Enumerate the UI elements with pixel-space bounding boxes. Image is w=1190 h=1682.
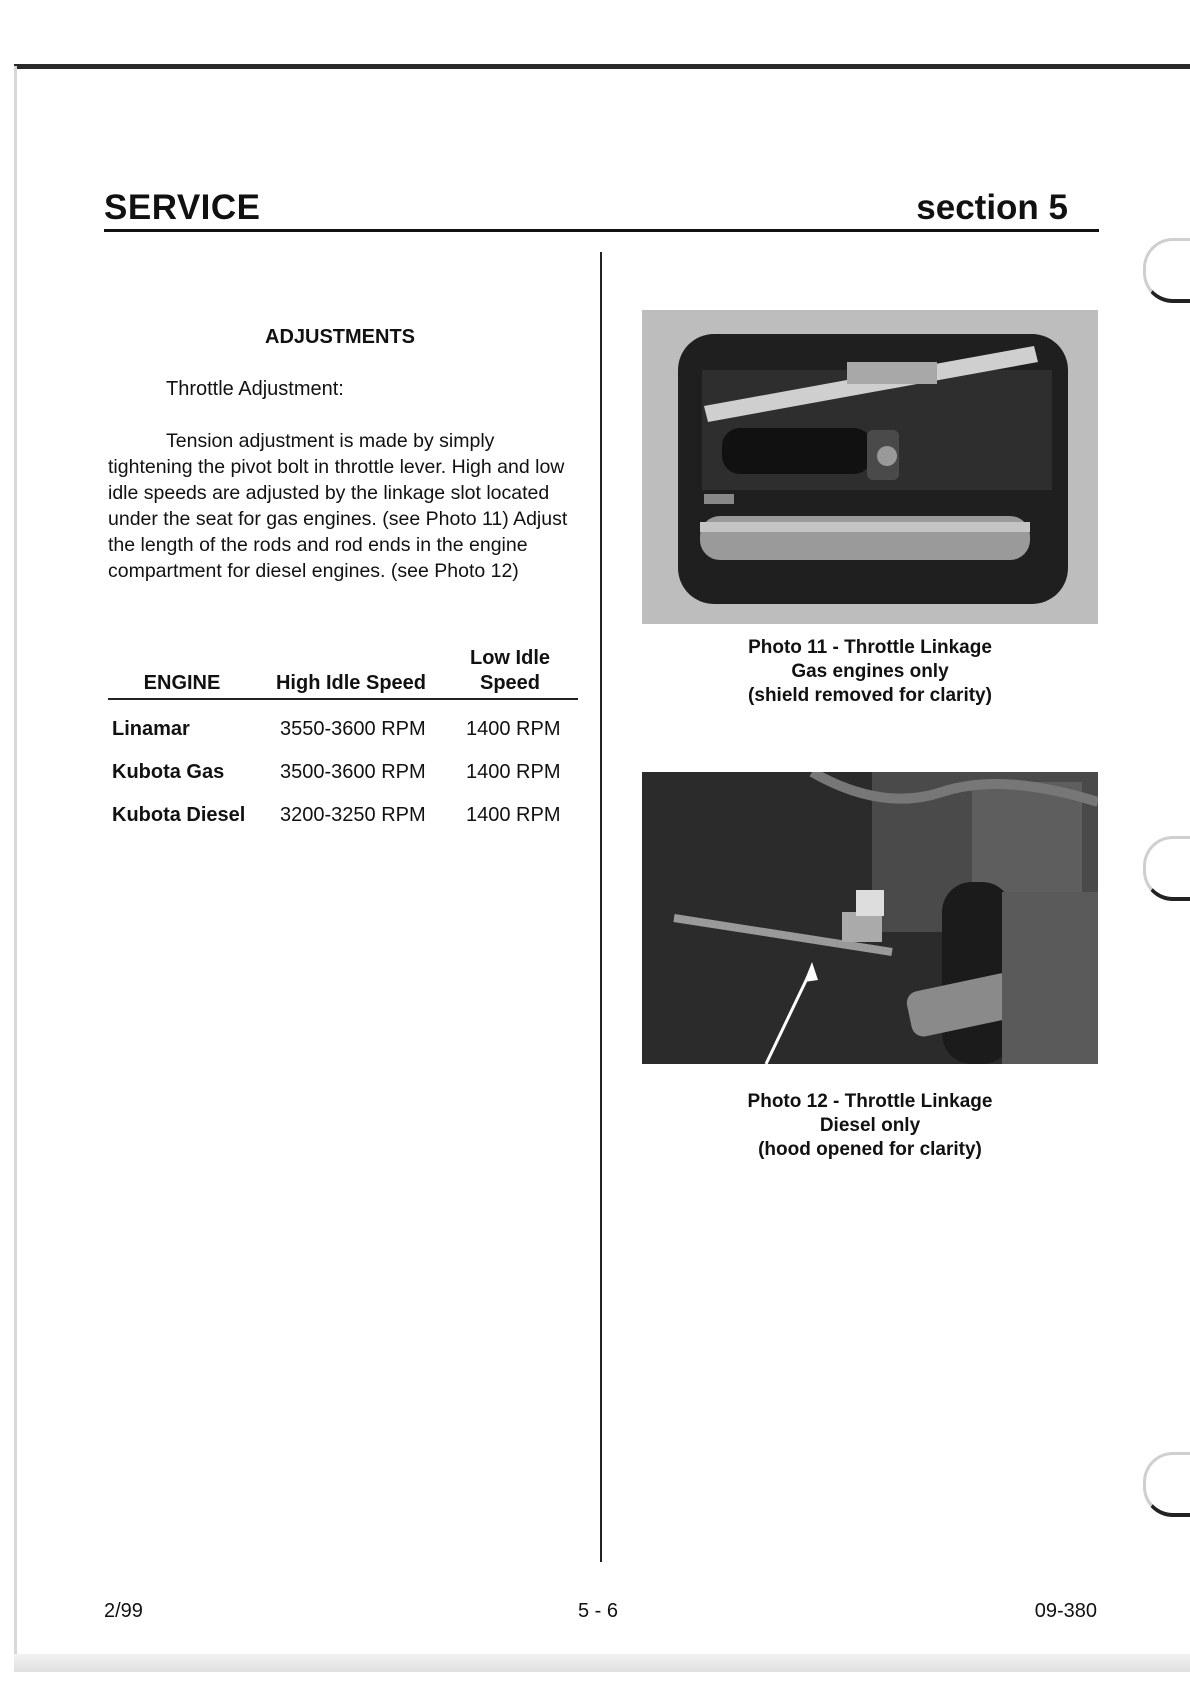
low-idle-cell: 1400 RPM (466, 804, 561, 826)
binder-hole (1143, 238, 1190, 303)
table-header-engine: ENGINE (143, 672, 221, 694)
footer-doc-number: 09-380 (1034, 1600, 1097, 1622)
caption-line: Photo 11 - Throttle Linkage (748, 637, 992, 658)
table-header-rule (108, 698, 578, 700)
footer-date: 2/99 (104, 1600, 143, 1622)
caption-line: (shield removed for clarity) (748, 685, 992, 706)
binder-hole (1143, 1452, 1190, 1517)
caption-line: Photo 12 - Throttle Linkage (747, 1091, 993, 1112)
high-idle-cell: 3200-3250 RPM (280, 804, 426, 826)
low-idle-cell: 1400 RPM (466, 718, 561, 740)
high-idle-cell: 3500-3600 RPM (280, 761, 426, 783)
table-header-low-idle (450, 646, 570, 696)
binder-hole (1143, 836, 1190, 901)
photo-12-throttle-linkage-diesel (642, 772, 1098, 1064)
low-idle-cell: 1400 RPM (466, 761, 561, 783)
page-bottom-edge (14, 1654, 1190, 1672)
top-page-rule (14, 64, 1190, 69)
header-section: section 5 (916, 188, 1068, 227)
adjustments-title: ADJUSTMENTS (265, 326, 416, 348)
caption-line: Diesel only (819, 1115, 921, 1136)
engine-cell: Linamar (112, 718, 190, 740)
header-rule (104, 229, 1099, 232)
footer-page-number: 5 - 6 (578, 1600, 619, 1622)
photo-12-caption (660, 1090, 1080, 1162)
engine-cell: Kubota Diesel (112, 804, 246, 826)
caption-line: Gas engines only (791, 661, 949, 682)
column-divider (600, 252, 602, 1562)
photo-11-throttle-linkage-gas (642, 310, 1098, 624)
throttle-adjustment-subtitle: Throttle Adjustment: (166, 378, 344, 400)
page-left-edge (14, 66, 17, 1666)
table-header-high-idle: High Idle Speed (275, 672, 427, 694)
high-idle-cell: 3550-3600 RPM (280, 718, 426, 740)
low-idle-line2: Speed (479, 672, 541, 694)
photo-11-caption (660, 636, 1080, 708)
caption-line: (hood opened for clarity) (758, 1139, 982, 1160)
adjustment-paragraph (108, 428, 570, 584)
paragraph-text: Tension adjustment is made by simply tightening the pivot bolt in throttle lever. High and low idle speeds are adjusted by the linkage slot located under the seat for gas engines. (see Photo 11) Adjust the length of the rods and rod ends in the engine compartment for diesel engines. (see Photo 12) (108, 430, 568, 582)
header-title: SERVICE (104, 188, 261, 227)
low-idle-line1: Low Idle (470, 647, 550, 669)
engine-cell: Kubota Gas (112, 761, 225, 783)
